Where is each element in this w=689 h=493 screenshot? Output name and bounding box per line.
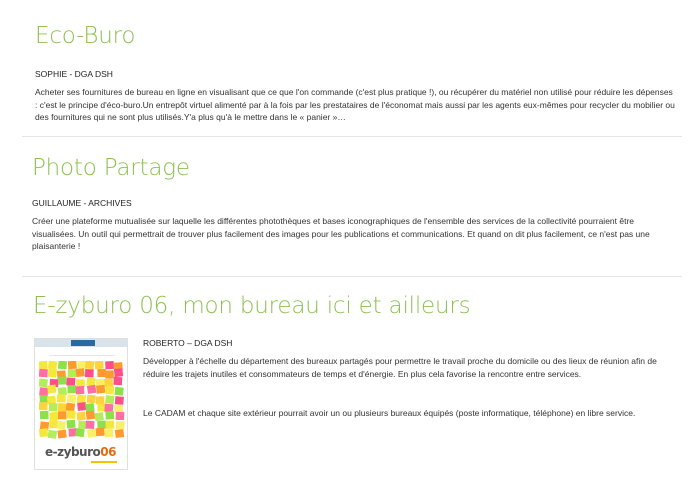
sticky-note [77,361,86,369]
sticky-note [87,385,97,394]
article-description: Développer à l'échelle du département des bureaux partagés pour permettre le travail proche du domicile ou des lieux de réunion afin de réduire les trajets inutiles et consommateurs de temps et d'énergie. En plus cela favorise la rencontre entre services. [143,356,657,379]
sticky-note [48,361,57,369]
poster-badge [71,340,95,346]
article-description-extra: Le CADAM et chaque site extérieur pourrait avoir un ou plusieurs bureaux équipés (poste informatique, téléphone) en libre service. [143,408,636,418]
sticky-note [97,421,106,429]
logo-part-buro: buro [70,445,101,459]
sticky-note [94,412,103,421]
sticky-note [114,368,123,377]
sticky-note [67,385,76,393]
sticky-note [68,361,77,369]
sticky-note [57,430,66,439]
sticky-note [39,361,48,369]
sticky-note [104,429,113,438]
sticky-notes-graphic [39,361,125,441]
sticky-note [39,387,48,396]
sticky-note [68,369,77,377]
sticky-note [58,376,67,384]
sticky-note [67,394,76,403]
sticky-note [96,385,105,394]
sticky-note [76,412,85,421]
sticky-note [57,394,66,402]
sticky-note [58,411,67,419]
sticky-note [58,361,67,369]
sticky-note [115,396,124,405]
sticky-note [86,421,95,429]
sticky-note [113,377,122,385]
sticky-note [40,411,49,419]
sticky-note [105,395,114,404]
sticky-note [106,421,115,429]
divider [22,276,682,277]
article-title[interactable]: E-zyburo 06, mon bureau ici et ailleurs [33,293,471,319]
article-title[interactable]: Photo Partage [32,155,190,181]
sticky-note [114,405,123,413]
sticky-note [39,428,48,437]
sticky-note [86,411,95,420]
sticky-note [67,410,76,419]
divider [22,136,682,137]
article-poster-image[interactable] [34,338,128,470]
sticky-note [104,379,113,388]
sticky-note [47,385,56,394]
article-author: SOPHIE - DGA DSH [35,69,113,79]
sticky-note [75,368,84,377]
sticky-note [97,369,106,377]
sticky-note [85,369,94,377]
sticky-note [39,402,48,410]
sticky-note [116,421,125,429]
sticky-note [96,428,105,436]
sticky-note [48,430,57,439]
sticky-note [85,403,94,412]
sticky-note [114,387,123,396]
sticky-note [87,429,96,438]
sticky-note [48,369,57,378]
logo-part-ezy: e-zy [45,445,71,459]
article-author: ROBERTO – DGA DSH [143,338,233,348]
sticky-note [77,402,86,411]
sticky-note [105,361,114,369]
sticky-note [39,378,48,387]
sticky-note [75,386,84,394]
sticky-note [105,370,114,378]
sticky-note [56,421,65,430]
sticky-note [39,369,48,378]
article-author: GUILLAUME - ARCHIVES [32,198,132,208]
sticky-note [104,404,113,413]
article-title[interactable]: Eco-Buro [35,23,136,49]
sticky-note [85,361,94,370]
sticky-note [116,412,125,420]
sticky-note [58,403,67,412]
sticky-note [95,361,104,369]
sticky-note [75,428,84,437]
sticky-note [105,386,114,395]
sticky-note [87,395,96,403]
sticky-note [77,394,86,403]
sticky-note [96,396,105,404]
sticky-note [49,403,58,412]
logo-part-06: 06 [100,445,116,459]
sticky-note [66,403,76,412]
article-description: Acheter ses fournitures de bureau en ligne en visualisant que ce que l'on commande (c'est plus pratique !), ou récupérer du matériel non utilisé pour réduire les dépenses : c'est le principe d'éco-buro.Un entrepôt virtuel alimenté par à la fois par les prestataires de l'économat mais aussi par les agents eux-mêmes pour recycler du mobilier ou des fournitures qui ne sont plus utilisés.Y'a plus qu'à le mettre dans le « panier »… [35,87,675,122]
e-zyburo-logo [45,445,116,459]
poster-tagline: ~~~~~~~~~~~~~~~~~~~~~~~~~~~~ [49,353,115,358]
sticky-note [66,420,75,429]
sticky-note [105,411,114,420]
sticky-note [115,429,124,438]
sticky-note [49,412,58,421]
sticky-note [66,377,75,386]
logo-underline [91,461,117,463]
article-description: Créer une plateforme mutualisée sur laquelle les différentes photothèques et bases iconographiques de l'ensemble des services de la collectivité pourraient être visualisées. Un outil qui permettrait de trouver plus facilement des images pour les publications et communications. Et quand on dit plus facilement, ce n'est pas une plaisanterie ! [32,216,650,251]
